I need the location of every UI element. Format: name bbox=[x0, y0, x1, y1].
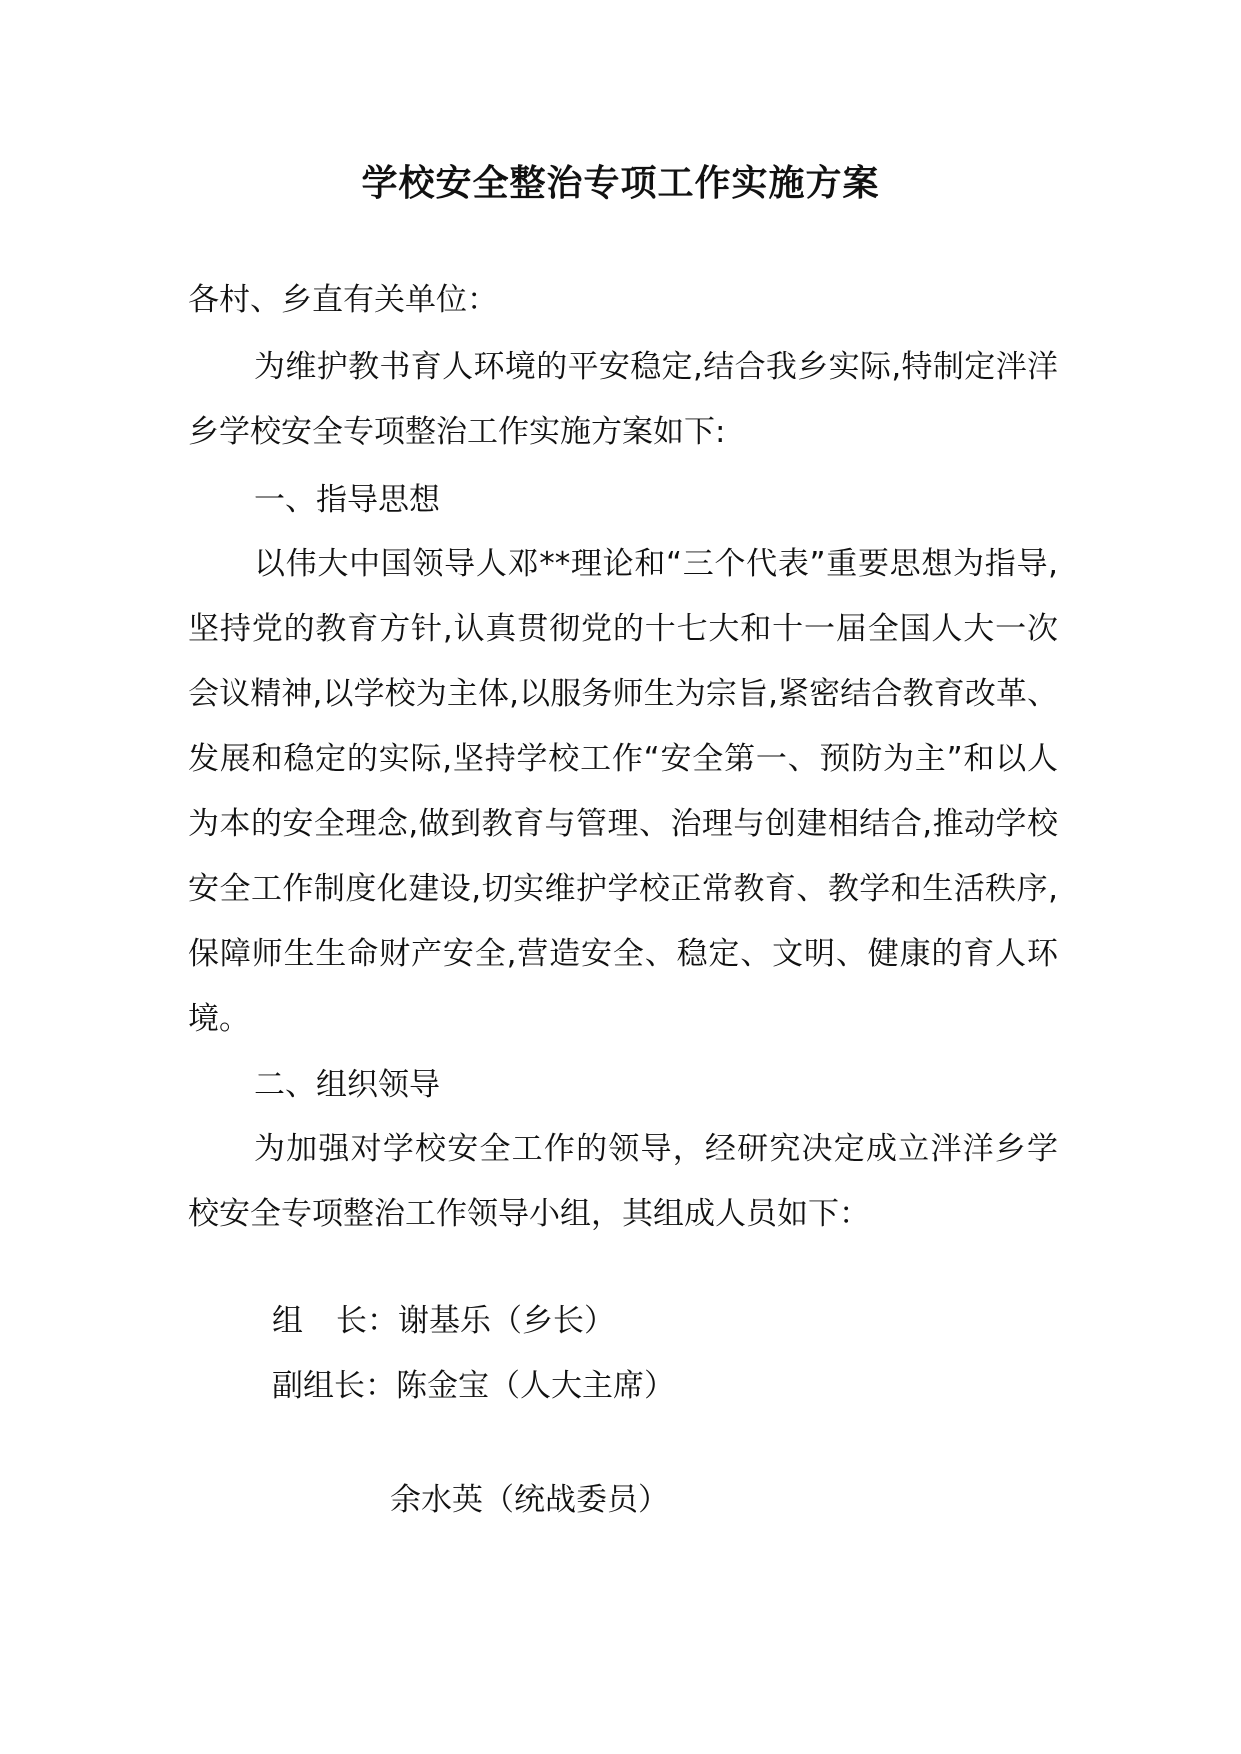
section2-heading: 二、组织领导 bbox=[254, 1067, 440, 1103]
member-name: 陈金宝（人大主席） bbox=[396, 1368, 675, 1404]
section1-heading: 一、指导思想 bbox=[254, 482, 440, 518]
intro-paragraph: 为维护教书育人环境的平安稳定,结合我乡实际,特制定泮洋乡学校安全专项整治工作实施方案如下: bbox=[188, 349, 1058, 450]
member-leader bbox=[272, 1296, 615, 1346]
document-title: 学校安全整治专项工作实施方案 bbox=[361, 162, 880, 204]
member-deputy-leader bbox=[272, 1361, 675, 1411]
section1-paragraph: 以伟大中国领导人邓**理论和“三个代表”重要思想为指导,坚持党的教育方针,认真贯彻党的十七大和十一届全国人大一次会议精神,以学校为主体,以服务师生为宗旨,紧密结合教育改革、发展和稳定的实际,坚持学校工作“安全第一、预防为主”和以人为本的安全理念,做到教育与管理、治理与创建相结合,推动学校安全工作制度化建设,切实维护学校正常教育、教学和生活秩序,保障师生生命财产安全,营造安全、稳定、文明、健康的育人环境。 bbox=[188, 546, 1058, 1037]
member-role: 副组长： bbox=[272, 1368, 396, 1404]
member-role-part1: 组 bbox=[272, 1303, 303, 1339]
member-name: 余水英（统战委员） bbox=[390, 1482, 669, 1518]
member-name: 谢基乐（乡长） bbox=[398, 1303, 615, 1339]
member-deputy-leader-2 bbox=[390, 1475, 669, 1525]
salutation: 各村、乡直有关单位： bbox=[188, 282, 498, 318]
section2-paragraph: 为加强对学校安全工作的领导，经研究决定成立泮洋乡学校安全专项整治工作领导小组，其组成人员如下： bbox=[188, 1131, 1058, 1232]
member-role-part2: 长： bbox=[336, 1303, 398, 1339]
